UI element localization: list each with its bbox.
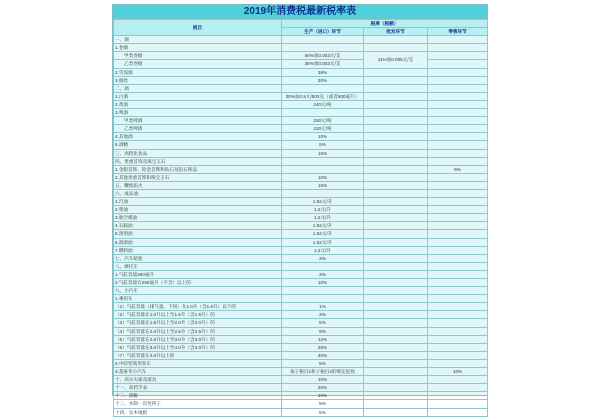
wholesale-rate-cell: [364, 238, 428, 246]
retail-rate-cell: [428, 230, 488, 238]
wholesale-rate-cell: [364, 117, 428, 125]
item-cell: 2.柴油: [114, 206, 282, 214]
table-row: [114, 319, 488, 327]
table-row: [114, 52, 488, 60]
table-row: [114, 408, 488, 416]
production-rate-cell: [282, 287, 364, 295]
item-cell: 2.其他贵重首饰和珠宝玉石: [114, 173, 282, 181]
table-row: [114, 287, 488, 295]
retail-rate-cell: [428, 359, 488, 367]
retail-rate-cell: [428, 141, 488, 149]
wholesale-rate-cell: [364, 335, 428, 343]
retail-rate-cell: [428, 319, 488, 327]
item-cell: 乙类啤酒: [114, 125, 282, 133]
item-cell: 5.酒精: [114, 141, 282, 149]
table-row: [114, 117, 488, 125]
retail-rate-cell: [428, 84, 488, 92]
production-rate-cell: 10%: [282, 133, 364, 141]
retail-rate-cell: [428, 279, 488, 287]
table-row: [114, 392, 488, 400]
header-rate: 税率（税额）: [282, 20, 488, 28]
item-cell: 3.啤酒: [114, 109, 282, 117]
item-cell: 五、鞭炮焰火: [114, 181, 282, 189]
item-cell: 3.航空煤油: [114, 214, 282, 222]
production-rate-cell: 1.2元/升: [282, 246, 364, 254]
header-production: 生产（进口）环节: [282, 28, 364, 36]
wholesale-rate-cell: [364, 173, 428, 181]
production-rate-cell: [282, 44, 364, 52]
table-row: [114, 84, 488, 92]
production-rate-cell: 9%: [282, 327, 364, 335]
item-cell: 1.卷烟: [114, 44, 282, 52]
retail-rate-cell: [428, 36, 488, 44]
wholesale-rate-cell: [364, 343, 428, 351]
item-cell: （6）气缸容量在3.0升以上至4.0升（含4.0升）的: [114, 343, 282, 351]
retail-rate-cell: [428, 189, 488, 197]
wholesale-rate-cell: 11%加0.005元/支: [364, 52, 428, 68]
wholesale-rate-cell: [364, 181, 428, 189]
item-cell: 2.气缸容量在250毫升（不含）以上的: [114, 279, 282, 287]
table-row: [114, 165, 488, 173]
wholesale-rate-cell: [364, 189, 428, 197]
retail-rate-cell: [428, 376, 488, 384]
wholesale-rate-cell: [364, 254, 428, 262]
item-cell: （3）气缸容量在1.5升以上至2.0升（含2.0升）的: [114, 319, 282, 327]
table-row: [114, 246, 488, 254]
item-cell: 九、小汽车: [114, 287, 282, 295]
retail-rate-cell: [428, 327, 488, 335]
table-row: [114, 376, 488, 384]
retail-rate-cell: [428, 44, 488, 52]
retail-rate-cell: [428, 117, 488, 125]
retail-rate-cell: [428, 335, 488, 343]
wholesale-rate-cell: [364, 246, 428, 254]
table-row: [114, 68, 488, 76]
production-rate-cell: 10%: [282, 173, 364, 181]
wholesale-rate-cell: [364, 327, 428, 335]
item-cell: 八、摩托车: [114, 262, 282, 270]
item-cell: 甲类啤酒: [114, 117, 282, 125]
retail-rate-cell: [428, 303, 488, 311]
wholesale-rate-cell: [364, 125, 428, 133]
production-rate-cell: [282, 36, 364, 44]
table-row: [114, 92, 488, 100]
production-rate-cell: 220元/吨: [282, 125, 364, 133]
wholesale-rate-cell: [364, 165, 428, 173]
item-cell: 十一、高档手表: [114, 384, 282, 392]
wholesale-rate-cell: [364, 295, 428, 303]
header-wholesale: 批发环节: [364, 28, 428, 36]
table-row: [114, 335, 488, 343]
production-rate-cell: [282, 84, 364, 92]
header-item: 税目: [114, 20, 282, 36]
production-rate-cell: 10%: [282, 279, 364, 287]
production-rate-cell: 5%: [282, 359, 364, 367]
production-rate-cell: [282, 165, 364, 173]
wholesale-rate-cell: [364, 222, 428, 230]
item-cell: 十三、木制一次性筷子: [114, 400, 282, 408]
table-row: [114, 230, 488, 238]
retail-rate-cell: [428, 384, 488, 392]
table-body: [114, 36, 488, 416]
wholesale-rate-cell: [364, 270, 428, 278]
wholesale-rate-cell: [364, 230, 428, 238]
production-rate-cell: 20%加0.5元/500克（或者500毫升）: [282, 92, 364, 100]
production-rate-cell: 1.52元/升: [282, 238, 364, 246]
item-cell: 1.白酒: [114, 92, 282, 100]
retail-rate-cell: [428, 351, 488, 359]
table-row: [114, 311, 488, 319]
table-row: [114, 222, 488, 230]
item-cell: （5）气缸容量在2.5升以上至3.0升（含3.0升）的: [114, 335, 282, 343]
production-rate-cell: 1.52元/升: [282, 230, 364, 238]
retail-rate-cell: [428, 295, 488, 303]
retail-rate-cell: [428, 198, 488, 206]
wholesale-rate-cell: [364, 214, 428, 222]
production-rate-cell: 3%: [282, 254, 364, 262]
retail-rate-cell: [428, 262, 488, 270]
production-rate-cell: 5%: [282, 408, 364, 416]
item-cell: 2.中轻型商用客车: [114, 359, 282, 367]
production-rate-cell: 36%: [282, 68, 364, 76]
item-cell: 7.燃料油: [114, 246, 282, 254]
wholesale-rate-cell: [364, 44, 428, 52]
production-rate-cell: 3%: [282, 311, 364, 319]
item-cell: 十二、游艇: [114, 392, 282, 400]
production-rate-cell: 25%: [282, 343, 364, 351]
production-rate-cell: 30%: [282, 76, 364, 84]
retail-rate-cell: [428, 52, 488, 60]
tax-rate-sheet: [112, 4, 488, 415]
retail-rate-cell: [428, 157, 488, 165]
retail-rate-cell: 5%: [428, 165, 488, 173]
wholesale-rate-cell: [364, 368, 428, 376]
item-cell: 甲类卷烟: [114, 52, 282, 60]
production-rate-cell: 12%: [282, 335, 364, 343]
item-cell: 1.汽油: [114, 198, 282, 206]
retail-rate-cell: [428, 60, 488, 68]
item-cell: 1.气缸容量250毫升: [114, 270, 282, 278]
item-cell: 一、烟: [114, 36, 282, 44]
table-row: [114, 359, 488, 367]
retail-rate-cell: [428, 343, 488, 351]
table-row: [114, 303, 488, 311]
production-rate-cell: 3%: [282, 270, 364, 278]
production-rate-cell: 5%: [282, 400, 364, 408]
wholesale-rate-cell: [364, 157, 428, 165]
table-row: [114, 125, 488, 133]
production-rate-cell: [282, 189, 364, 197]
table-row: [114, 343, 488, 351]
wholesale-rate-cell: [364, 198, 428, 206]
production-rate-cell: 10%: [282, 376, 364, 384]
item-cell: 5.溶剂油: [114, 230, 282, 238]
production-rate-cell: 56%加0.003元/支: [282, 52, 364, 60]
production-rate-cell: 40%: [282, 351, 364, 359]
production-rate-cell: 1.2元/升: [282, 206, 364, 214]
production-rate-cell: [282, 262, 364, 270]
table-row: [114, 141, 488, 149]
wholesale-rate-cell: [364, 36, 428, 44]
retail-rate-cell: [428, 149, 488, 157]
production-rate-cell: [282, 109, 364, 117]
table-row: [114, 351, 488, 359]
item-cell: 4.石脑油: [114, 222, 282, 230]
item-cell: 2.雪茄烟: [114, 68, 282, 76]
item-cell: 二、酒: [114, 84, 282, 92]
wholesale-rate-cell: [364, 84, 428, 92]
production-rate-cell: 15%: [282, 149, 364, 157]
retail-rate-cell: [428, 100, 488, 108]
wholesale-rate-cell: [364, 376, 428, 384]
retail-rate-cell: [428, 68, 488, 76]
retail-rate-cell: [428, 311, 488, 319]
tax-rate-table: [113, 19, 488, 417]
production-rate-cell: 1%: [282, 303, 364, 311]
table-row: [114, 368, 488, 376]
table-row: [114, 327, 488, 335]
table-row: [114, 133, 488, 141]
table-row: [114, 149, 488, 157]
retail-rate-cell: [428, 254, 488, 262]
production-rate-cell: 按子税目1和子税目2的规定征收: [282, 368, 364, 376]
production-rate-cell: 1.2元/升: [282, 214, 364, 222]
item-cell: 4.其他酒: [114, 133, 282, 141]
wholesale-rate-cell: [364, 76, 428, 84]
table-row: [114, 44, 488, 52]
table-row: [114, 36, 488, 44]
wholesale-rate-cell: [364, 149, 428, 157]
item-cell: 3.烟丝: [114, 76, 282, 84]
production-rate-cell: 5%: [282, 141, 364, 149]
production-rate-cell: 36%加0.003元/支: [282, 60, 364, 68]
production-rate-cell: 15%: [282, 181, 364, 189]
production-rate-cell: [282, 295, 364, 303]
table-row: [114, 214, 488, 222]
wholesale-rate-cell: [364, 319, 428, 327]
retail-rate-cell: [428, 206, 488, 214]
table-row: [114, 181, 488, 189]
table-row: [114, 189, 488, 197]
table-title: 2019年消费税最新税率表: [113, 5, 487, 19]
production-rate-cell: 250元/吨: [282, 117, 364, 125]
item-cell: 2.黄酒: [114, 100, 282, 108]
wholesale-rate-cell: [364, 400, 428, 408]
wholesale-rate-cell: [364, 141, 428, 149]
production-rate-cell: 240元/吨: [282, 100, 364, 108]
retail-rate-cell: [428, 408, 488, 416]
table-row: [114, 384, 488, 392]
production-rate-cell: 5%: [282, 319, 364, 327]
wholesale-rate-cell: [364, 133, 428, 141]
wholesale-rate-cell: [364, 262, 428, 270]
wholesale-rate-cell: [364, 351, 428, 359]
table-row: [114, 295, 488, 303]
item-cell: 十、高尔夫球及球具: [114, 376, 282, 384]
table-row: [114, 198, 488, 206]
retail-rate-cell: [428, 76, 488, 84]
item-cell: 3.超豪华小汽车: [114, 368, 282, 376]
item-cell: 四、贵重首饰及珠宝玉石: [114, 157, 282, 165]
header-row-1: [114, 20, 488, 28]
item-cell: （1）气缸容量（排气量，下同）在1.0升（含1.0升）以下的: [114, 303, 282, 311]
production-rate-cell: 1.52元/升: [282, 198, 364, 206]
table-row: [114, 206, 488, 214]
item-cell: 三、高档化妆品: [114, 149, 282, 157]
production-rate-cell: [282, 157, 364, 165]
wholesale-rate-cell: [364, 359, 428, 367]
retail-rate-cell: [428, 246, 488, 254]
retail-rate-cell: [428, 400, 488, 408]
item-cell: 1.乘用车: [114, 295, 282, 303]
retail-rate-cell: [428, 92, 488, 100]
table-row: [114, 279, 488, 287]
retail-rate-cell: [428, 214, 488, 222]
retail-rate-cell: 10%: [428, 368, 488, 376]
wholesale-rate-cell: [364, 287, 428, 295]
wholesale-rate-cell: [364, 303, 428, 311]
wholesale-rate-cell: [364, 408, 428, 416]
item-cell: 6.润滑油: [114, 238, 282, 246]
table-row: [114, 60, 488, 68]
item-cell: （4）气缸容量在2.0升以上至2.5升（含2.5升）的: [114, 327, 282, 335]
retail-rate-cell: [428, 392, 488, 400]
table-row: [114, 100, 488, 108]
retail-rate-cell: [428, 133, 488, 141]
item-cell: 六、成品油: [114, 189, 282, 197]
item-cell: 乙类卷烟: [114, 60, 282, 68]
production-rate-cell: 20%: [282, 384, 364, 392]
retail-rate-cell: [428, 270, 488, 278]
table-row: [114, 157, 488, 165]
table-row: [114, 173, 488, 181]
retail-rate-cell: [428, 109, 488, 117]
production-rate-cell: 1.52元/升: [282, 222, 364, 230]
retail-rate-cell: [428, 173, 488, 181]
item-cell: 1.金银首饰、铂金首饰和钻石及钻石饰品: [114, 165, 282, 173]
item-cell: （2）气缸容量在1.0升以上至1.5升（含1.5升）的: [114, 311, 282, 319]
table-row: [114, 262, 488, 270]
production-rate-cell: 10%: [282, 392, 364, 400]
retail-rate-cell: [428, 125, 488, 133]
table-row: [114, 76, 488, 84]
header-retail: 零售环节: [428, 28, 488, 36]
wholesale-rate-cell: [364, 206, 428, 214]
wholesale-rate-cell: [364, 279, 428, 287]
retail-rate-cell: [428, 181, 488, 189]
wholesale-rate-cell: [364, 100, 428, 108]
wholesale-rate-cell: [364, 68, 428, 76]
wholesale-rate-cell: [364, 311, 428, 319]
wholesale-rate-cell: [364, 92, 428, 100]
table-row: [114, 270, 488, 278]
item-cell: 七、汽车轮胎: [114, 254, 282, 262]
table-row: [114, 254, 488, 262]
wholesale-rate-cell: [364, 384, 428, 392]
item-cell: 十四、实木地板: [114, 408, 282, 416]
wholesale-rate-cell: [364, 392, 428, 400]
table-row: [114, 400, 488, 408]
retail-rate-cell: [428, 222, 488, 230]
wholesale-rate-cell: [364, 109, 428, 117]
table-row: [114, 238, 488, 246]
retail-rate-cell: [428, 238, 488, 246]
item-cell: （7）气缸容量在4.0升以上的: [114, 351, 282, 359]
table-row: [114, 109, 488, 117]
retail-rate-cell: [428, 287, 488, 295]
